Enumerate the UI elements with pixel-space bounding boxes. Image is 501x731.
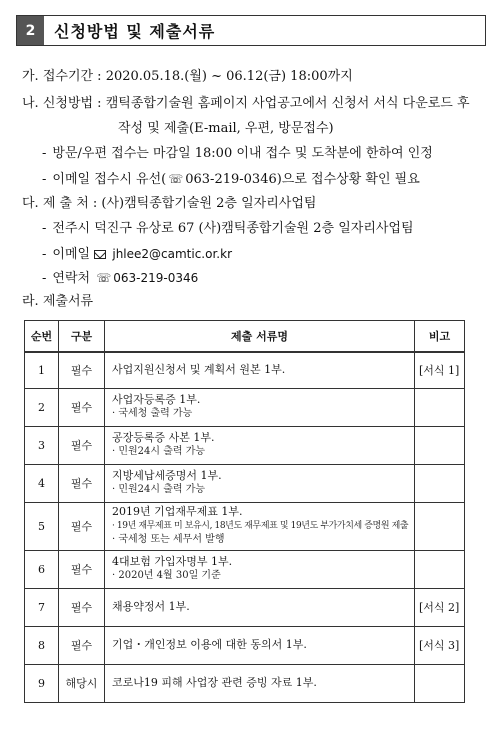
row-note: [서식 1] bbox=[415, 352, 465, 388]
row-note bbox=[415, 502, 465, 550]
row-number: 7 bbox=[25, 588, 59, 626]
address-line: - 전주시 덕진구 유상로 67 (사)캠틱종합기술원 2층 일자리사업팀 bbox=[42, 221, 414, 236]
row-document-name bbox=[105, 588, 415, 626]
docs-heading: 라. 제출서류 bbox=[22, 294, 94, 309]
row-number: 8 bbox=[25, 626, 59, 664]
telephone-icon: ☏ bbox=[96, 271, 112, 285]
document-name: 기업・개인정보 이용에 대한 동의서 1부. bbox=[112, 638, 307, 651]
row-note bbox=[415, 388, 465, 426]
row-document-name bbox=[105, 426, 415, 464]
row-note: [서식 3] bbox=[415, 626, 465, 664]
row-type: 필수 bbox=[59, 588, 105, 626]
row-document-name bbox=[105, 352, 415, 388]
row-document-name bbox=[105, 626, 415, 664]
document-name: 2019년 기업재무제표 1부. bbox=[112, 505, 243, 518]
table-row bbox=[25, 464, 465, 502]
document-name: 공장등록증 사본 1부. bbox=[112, 431, 215, 444]
table-header-row bbox=[25, 321, 465, 353]
table-row bbox=[25, 588, 465, 626]
row-number: 1 bbox=[25, 352, 59, 388]
section-title: 신청방법 및 제출서류 bbox=[54, 22, 216, 41]
table-row bbox=[25, 352, 465, 388]
method-line-1: 나. 신청방법 : 캠틱종합기술원 홈페이지 사업공고에서 신청서 서식 다운로드 후 bbox=[22, 96, 470, 111]
method-line-2: 작성 및 제출(E-mail, 우편, 방문접수) bbox=[118, 121, 334, 136]
row-number: 5 bbox=[25, 502, 59, 550]
table-row bbox=[25, 388, 465, 426]
tel-line: - 연락처 ☏ 063-219-0346 bbox=[42, 271, 199, 286]
email-link[interactable]: jhlee2@camtic.or.kr bbox=[112, 247, 232, 261]
row-type: 필수 bbox=[59, 464, 105, 502]
document-name: 4대보험 가입자명부 1부. bbox=[112, 555, 233, 568]
document-subnote: · 민원24시 출력 가능 bbox=[112, 446, 206, 457]
row-document-name bbox=[105, 664, 415, 702]
document-name: 코로나19 피해 사업장 관련 증빙 자료 1부. bbox=[112, 676, 317, 689]
table-row bbox=[25, 502, 465, 550]
document-subnote: · 2020년 4월 30일 기준 bbox=[112, 570, 221, 581]
row-note bbox=[415, 426, 465, 464]
row-document-name bbox=[105, 464, 415, 502]
header-note: 비고 bbox=[415, 321, 465, 353]
document-subnote: · 국세청 출력 가능 bbox=[112, 408, 193, 419]
row-number: 2 bbox=[25, 388, 59, 426]
row-note bbox=[415, 550, 465, 588]
telephone-icon: ☏ bbox=[168, 172, 184, 186]
row-note bbox=[415, 664, 465, 702]
row-document-name bbox=[105, 502, 415, 550]
row-number: 3 bbox=[25, 426, 59, 464]
table-row bbox=[25, 426, 465, 464]
header-name: 제출 서류명 bbox=[105, 321, 415, 353]
row-type: 필수 bbox=[59, 626, 105, 664]
email-note: - 이메일 접수시 유선( ☏ 063-219-0346)으로 접수상황 확인 필요 bbox=[42, 172, 420, 187]
row-note: [서식 2] bbox=[415, 588, 465, 626]
row-number: 6 bbox=[25, 550, 59, 588]
document-name: 지방세납세증명서 1부. bbox=[112, 469, 222, 482]
document-name: 사업지원신청서 및 계획서 원본 1부. bbox=[112, 363, 286, 377]
row-type: 필수 bbox=[59, 388, 105, 426]
period-line: 가. 접수기간 : 2020.05.18.(월) ~ 06.12(금) 18:00까지 bbox=[22, 69, 353, 84]
row-type: 필수 bbox=[59, 426, 105, 464]
email-line: - 이메일 jhlee2@camtic.or.kr bbox=[42, 247, 232, 262]
row-document-name bbox=[105, 550, 415, 588]
documents-table bbox=[24, 320, 465, 703]
visit-note: - 방문/우편 접수는 마감일 18:00 이내 접수 및 도착분에 한하여 인정 bbox=[42, 146, 433, 161]
table-row bbox=[25, 550, 465, 588]
document-subnote: · 19년 재무제표 미 보유시, 18년도 재무제표 및 19년도 부가가치세 증명원 제출 bbox=[112, 521, 409, 531]
table-row bbox=[25, 626, 465, 664]
section-number: 2 bbox=[17, 16, 44, 45]
document-subnote: · 민원24시 출력 가능 bbox=[112, 484, 206, 495]
document-name: 채용약정서 1부. bbox=[112, 600, 190, 613]
row-type: 해당시 bbox=[59, 664, 105, 702]
place-line: 다. 제 출 처 : (사)캠틱종합기술원 2층 일자리사업팀 bbox=[22, 196, 317, 211]
row-note bbox=[415, 464, 465, 502]
row-number: 4 bbox=[25, 464, 59, 502]
header-type: 구분 bbox=[59, 321, 105, 353]
section-header bbox=[16, 15, 486, 46]
document-name: 사업자등록증 1부. bbox=[112, 393, 201, 406]
row-type: 필수 bbox=[59, 352, 105, 388]
header-no: 순번 bbox=[25, 321, 59, 353]
row-number: 9 bbox=[25, 664, 59, 702]
row-document-name bbox=[105, 388, 415, 426]
table-row bbox=[25, 664, 465, 702]
row-type: 필수 bbox=[59, 550, 105, 588]
envelope-icon bbox=[94, 250, 106, 259]
row-type: 필수 bbox=[59, 502, 105, 550]
document-subnote: · 국세청 또는 세무서 발행 bbox=[112, 534, 225, 545]
